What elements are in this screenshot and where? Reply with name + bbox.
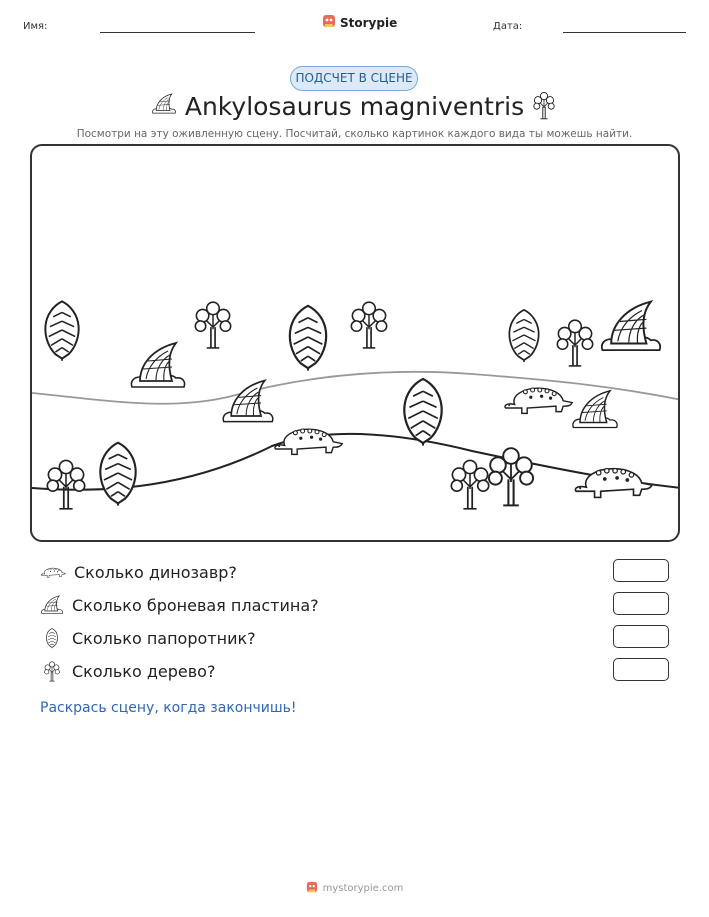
question-text: Сколько папоротник? — [72, 628, 256, 648]
coloring-note: Раскрась сцену, когда закончишь! — [40, 700, 297, 716]
question-text: Сколько дерево? — [72, 661, 216, 681]
tree-4 — [47, 460, 84, 508]
name-label: Имя: — [23, 21, 48, 32]
scene-illustration — [32, 146, 680, 542]
question-row — [40, 625, 256, 651]
plate-4 — [573, 391, 617, 428]
plate-2 — [223, 381, 273, 422]
fern-5 — [509, 310, 538, 362]
question-row — [40, 592, 319, 618]
date-line[interactable] — [563, 32, 686, 33]
fern-icon — [40, 627, 64, 649]
tree-1 — [195, 302, 230, 348]
brand-logo — [322, 13, 397, 32]
tree-5 — [451, 460, 488, 508]
question-row — [40, 658, 215, 684]
tree-icon — [531, 90, 557, 124]
name-line[interactable] — [100, 32, 255, 33]
back-hill-line — [32, 372, 680, 404]
answer-box-plates[interactable] — [613, 592, 669, 615]
question-row — [40, 559, 237, 585]
answer-box-ferns[interactable] — [613, 625, 669, 648]
question-text: Сколько динозавр? — [74, 562, 237, 582]
answer-box-dinosaurs[interactable] — [613, 559, 669, 582]
date-label: Дата: — [493, 21, 523, 32]
dinosaur-3 — [575, 468, 652, 497]
footer-url[interactable]: mystorypie.com — [322, 883, 404, 894]
counting-scene — [30, 144, 680, 542]
tree-6 — [489, 448, 533, 505]
fern-2 — [290, 306, 326, 371]
plate-1 — [131, 343, 184, 387]
tree-3 — [557, 320, 592, 366]
footer — [0, 880, 709, 897]
activity-badge: ПОДСЧЕТ В СЦЕНЕ — [290, 66, 418, 91]
question-text: Сколько броневая пластина? — [72, 595, 319, 615]
instructions: Посмотри на эту оживленную сцену. Посчитай, сколько картинок каждого вида ты можешь найти. — [76, 128, 633, 140]
armor-plate-icon — [40, 595, 64, 615]
storypie-mascot-icon — [306, 880, 318, 897]
answer-box-trees[interactable] — [613, 658, 669, 681]
plate-3 — [602, 302, 660, 350]
fern-1 — [45, 301, 78, 360]
tree-2 — [351, 302, 386, 348]
tree-icon — [40, 660, 64, 682]
fern-4 — [100, 443, 135, 506]
dinosaur-icon — [40, 564, 66, 580]
dinosaur-1 — [275, 429, 342, 454]
dinosaur-2 — [505, 388, 572, 413]
storypie-mascot-icon — [322, 13, 336, 32]
fern-3 — [404, 379, 441, 446]
page-title: Ankylosaurus magniventris — [184, 92, 525, 121]
brand-name: Storypie — [340, 15, 398, 30]
